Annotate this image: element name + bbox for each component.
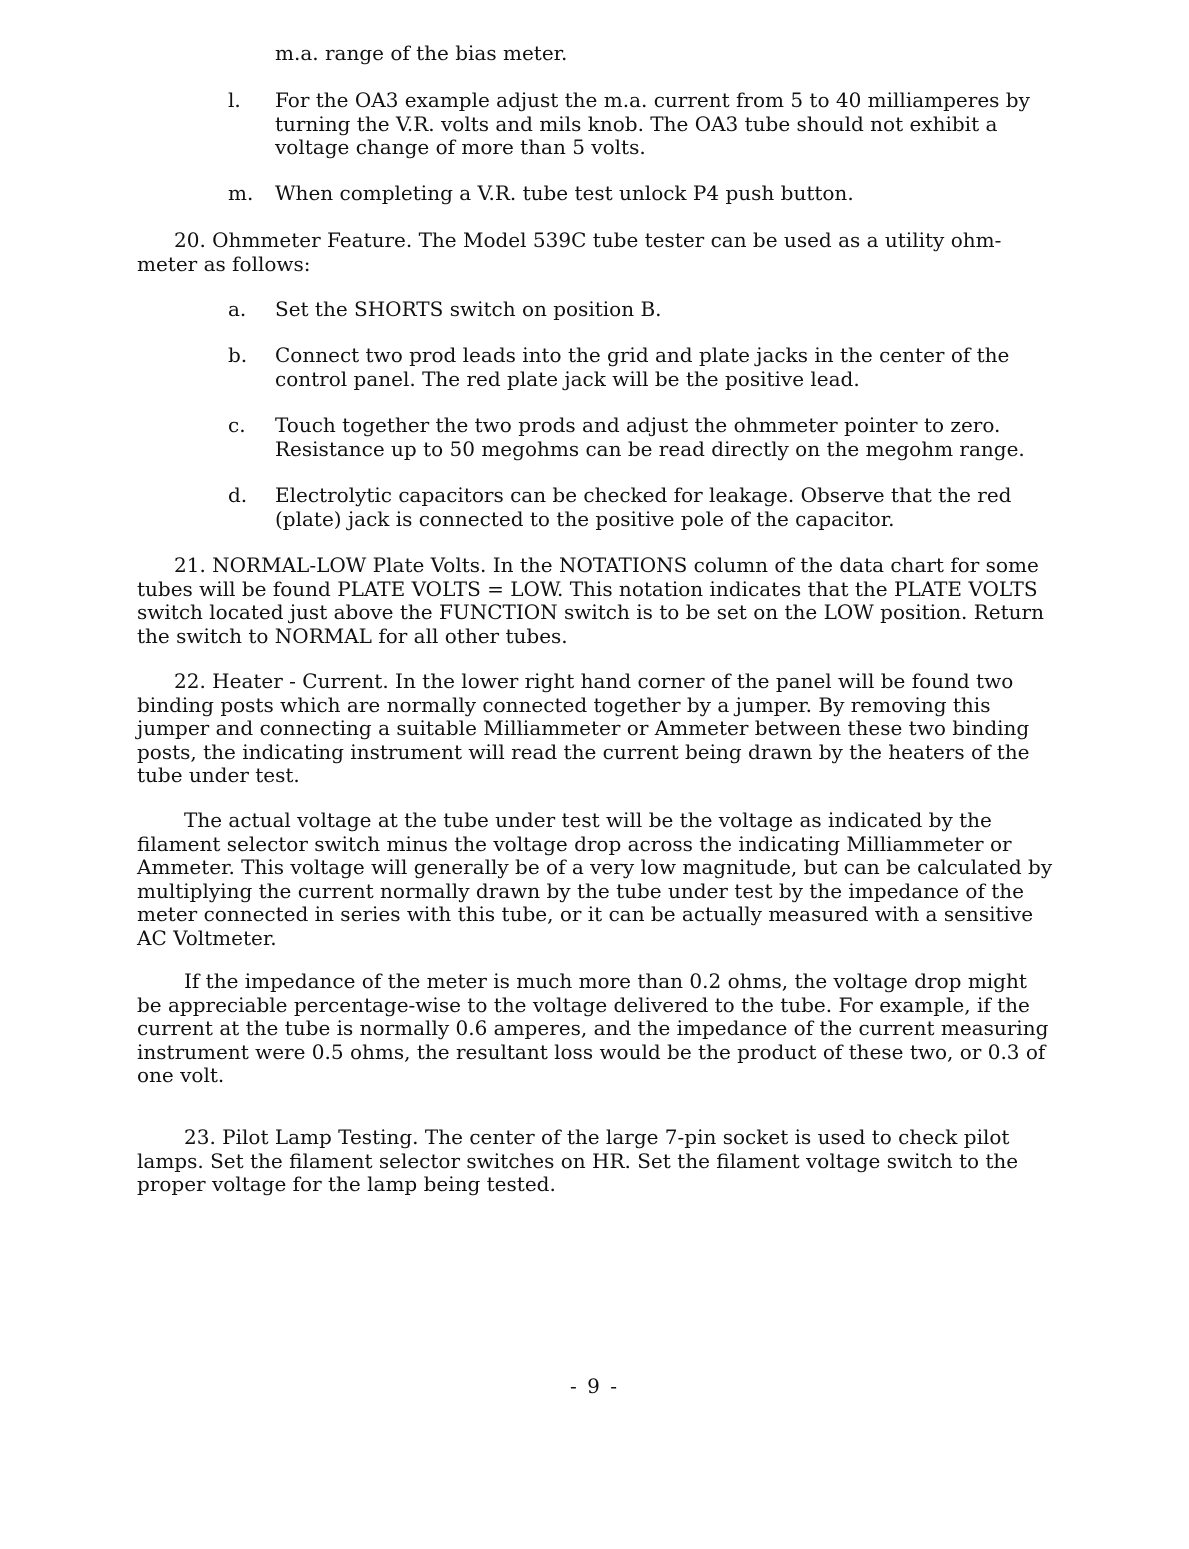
- list-item-b: [228, 344, 1058, 391]
- section-21-paragraph: 21. NORMAL-LOW Plate Volts. In the NOTATIONS column of the data chart for some tubes will be found PLATE VOLTS = LOW. This notation indicates that the PLATE VOLTS switch located just above the FUNCTION switch is to be set on the LOW position. Return the switch to NORMAL for all other tubes.: [137, 553, 1045, 648]
- list-item-text: For the OA3 example adjust the m.a. current from 5 to 40 milliamperes by turning the V.R. volts and mils knob. The OA3 tube should not exhibit a voltage change of more than 5 volts.: [275, 88, 1030, 159]
- list-marker: m.: [228, 181, 254, 205]
- list-marker: c.: [228, 413, 246, 437]
- list-item-a: [228, 298, 1058, 322]
- list-item-m: [228, 182, 1058, 206]
- list-item-text: Set the SHORTS switch on position B.: [275, 297, 662, 321]
- list-marker: b.: [228, 343, 248, 367]
- list-item-d: [228, 484, 1058, 531]
- section-23-paragraph: 23. Pilot Lamp Testing. The center of the large 7-pin socket is used to check pilot lamps. Set the filament selector switches on HR. Set the filament voltage switch to the proper voltage for the lamp being tested.: [137, 1125, 1019, 1196]
- page-number: - 9 -: [570, 1374, 619, 1398]
- section-22-paragraph: 22. Heater - Current. In the lower right hand corner of the panel will be found two binding posts which are normally connected together by a jumper. By removing this jumper and connecting a suitable Milliammeter or Ammeter between these two binding posts, the indicating instrument will read the current being drawn by the heaters of the tube under test.: [137, 669, 1030, 787]
- list-item-l: [228, 89, 1058, 160]
- list-item-text: Touch together the two prods and adjust the ohmmeter pointer to zero. Resistance up to 50 megohms can be read directly on the megohm range.: [275, 413, 1025, 461]
- list-marker: d.: [228, 483, 248, 507]
- list-marker: l.: [228, 88, 241, 112]
- section-22-paragraph-3: If the impedance of the meter is much more than 0.2 ohms, the voltage drop might be appreciable percentage-wise to the voltage delivered to the tube. For example, if the current at the tube is normally 0.6 amperes, and the impedance of the current measuring instrument were 0.5 ohms, the resultant loss would be the product of these two, or 0.3 of one volt.: [137, 969, 1049, 1087]
- list-item-text: Electrolytic capacitors can be checked for leakage. Observe that the red (plate) jack is connected to the positive pole of the capacitor.: [275, 483, 1012, 531]
- list-item-text: Connect two prod leads into the grid and plate jacks in the center of the control panel. The red plate jack will be the positive lead.: [275, 343, 1010, 391]
- continuation-text: m.a. range of the bias meter.: [275, 41, 568, 65]
- section-20-paragraph: 20. Ohmmeter Feature. The Model 539C tube tester can be used as a utility ohm-meter as follows:: [137, 228, 1002, 276]
- list-item-text: When completing a V.R. tube test unlock P4 push button.: [275, 181, 854, 205]
- section-22-paragraph-2: The actual voltage at the tube under test will be the voltage as indicated by the filament selector switch minus the voltage drop across the indicating Milliammeter or Ammeter. This voltage will generally be of a very low magnitude, but can be calculated by multiplying the current normally drawn by the tube under test by the impedance of the meter connected in series with this tube, or it can be actually measured with a sensitive AC Voltmeter.: [137, 808, 1053, 950]
- list-marker: a.: [228, 297, 247, 321]
- list-item-c: [228, 414, 1058, 461]
